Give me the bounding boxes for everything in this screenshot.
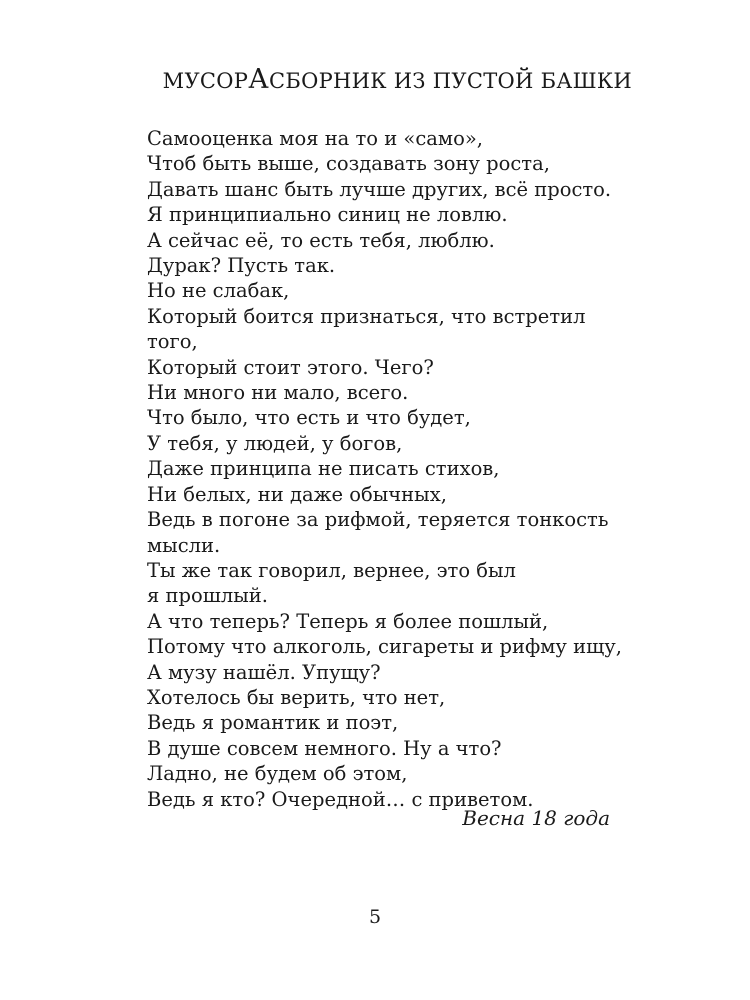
header-part-1: МУСОР xyxy=(162,69,249,93)
poem-line: Дурак? Пусть так. xyxy=(147,254,336,278)
poem-signature: Весна 18 года xyxy=(462,806,610,830)
poem-line: я прошлый. xyxy=(147,584,268,608)
poem-line: У тебя, у людей, у богов, xyxy=(147,431,403,455)
poem-line: Ладно, не будем об этом, xyxy=(147,762,408,786)
poem-line: Ни много ни мало, всего. xyxy=(147,381,409,405)
poem-line: В душе совсем немного. Ну а что? xyxy=(147,736,502,760)
poem-line: Ведь я романтик и поэт, xyxy=(147,711,399,735)
poem-text xyxy=(147,126,622,812)
poem-line: Который боится признаться, что встретил xyxy=(147,304,586,328)
header-big-letter: А xyxy=(248,64,269,95)
poem-line: А музу нашёл. Упущу? xyxy=(147,660,381,684)
poem-line: Ты же так говорил, вернее, это был xyxy=(147,558,516,582)
running-header xyxy=(163,64,632,95)
page-number: 5 xyxy=(368,906,382,928)
poem-line: Ни белых, ни даже обычных, xyxy=(147,482,447,506)
poem-line: Даже принципа не писать стихов, xyxy=(147,457,500,481)
poem-line: Ведь я кто? Очередной… с приветом. xyxy=(147,787,534,811)
poem-line: Потому что алкоголь, сигареты и рифму ищу, xyxy=(147,635,622,659)
poem-line: А сейчас её, то есть тебя, люблю. xyxy=(147,228,495,252)
poem-line: Ведь в погоне за рифмой, теряется тонкость xyxy=(147,508,609,532)
poem-line: мысли. xyxy=(147,533,221,557)
poem-line: Который стоит этого. Чего? xyxy=(147,355,434,379)
header-part-3: СБОРНИК ИЗ ПУСТОЙ БАШКИ xyxy=(268,69,632,93)
poem-line: того, xyxy=(147,330,198,354)
poem-line: Давать шанс быть лучше других, всё просто. xyxy=(147,177,612,201)
poem-line: Что было, что есть и что будет, xyxy=(147,406,471,430)
poem-line: Чтоб быть выше, создавать зону роста, xyxy=(147,152,550,176)
poem-line: Я принципиально синиц не ловлю. xyxy=(147,203,508,227)
poem-line: А что теперь? Теперь я более пошлый, xyxy=(147,609,549,633)
poem-line: Самооценка моя на то и «само», xyxy=(147,127,483,150)
poem-line: Но не слабак, xyxy=(147,279,290,303)
poem-line: Хотелось бы верить, что нет, xyxy=(147,685,446,709)
